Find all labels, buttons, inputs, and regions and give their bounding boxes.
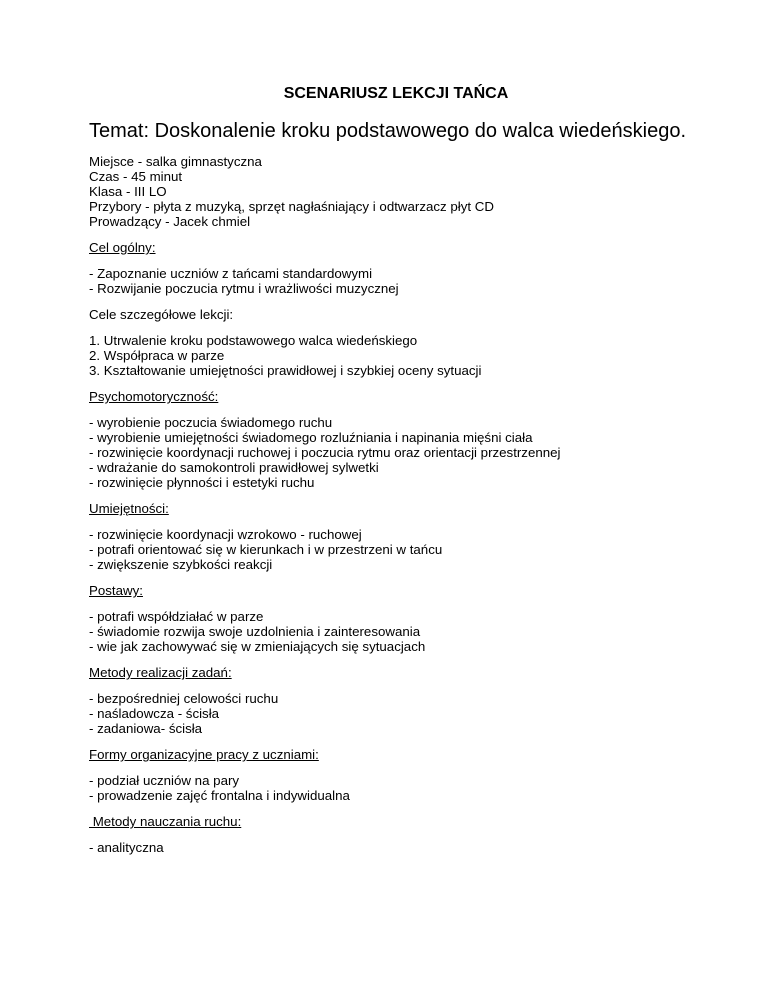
list-item: - wdrażanie do samokontroli prawidłowej sylwetki bbox=[89, 460, 379, 475]
list-item: - wyrobienie umiejętności świadomego rozluźniania i napinania mięśni ciała bbox=[89, 430, 533, 445]
info-line: Przybory - płyta z muzyką, sprzęt nagłaśniający i odtwarzacz płyt CD bbox=[89, 199, 494, 214]
info-line: Miejsce - salka gimnastyczna bbox=[89, 154, 262, 169]
list-item: - bezpośredniej celowości ruchu bbox=[89, 691, 279, 706]
list-item: 2. Współpraca w parze bbox=[89, 348, 225, 363]
lesson-info bbox=[89, 154, 749, 229]
list-item: - rozwinięcie płynności i estetyki ruchu bbox=[89, 475, 315, 490]
section-attitudes bbox=[89, 583, 749, 654]
list-item: - analityczna bbox=[89, 840, 164, 855]
list-item: - zwiększenie szybkości reakcji bbox=[89, 557, 273, 572]
document-title: SCENARIUSZ LEKCJI TAŃCA bbox=[283, 85, 509, 102]
list-item: - prowadzenie zajęć frontalna i indywidualna bbox=[89, 788, 350, 803]
info-line: Prowadzący - Jacek chmiel bbox=[89, 214, 251, 229]
info-line: Czas - 45 minut bbox=[89, 169, 183, 184]
list-item: - wyrobienie poczucia świadomego ruchu bbox=[89, 415, 333, 430]
list-item: - zadaniowa- ścisła bbox=[89, 721, 203, 736]
list-item: 3. Kształtowanie umiejętności prawidłowej i szybkiej oceny sytuacji bbox=[89, 363, 482, 378]
section-psychomotor bbox=[89, 389, 749, 490]
list-item: - potrafi współdziałać w parze bbox=[89, 609, 264, 624]
section-heading: Metody realizacji zadań: bbox=[89, 665, 232, 680]
section-general-goal bbox=[89, 240, 749, 296]
info-line: Klasa - III LO bbox=[89, 184, 167, 199]
lesson-subject: Temat: Doskonalenie kroku podstawowego do walca wiedeńskiego. bbox=[89, 120, 687, 142]
section-organization-forms bbox=[89, 747, 749, 803]
section-heading: Metody nauczania ruchu: bbox=[89, 814, 242, 829]
section-heading: Cele szczegółowe lekcji: bbox=[89, 307, 234, 322]
section-teaching-methods bbox=[89, 814, 749, 855]
list-item: - Zapoznanie uczniów z tańcami standardowymi bbox=[89, 266, 373, 281]
list-item: - potrafi orientować się w kierunkach i w przestrzeni w tańcu bbox=[89, 542, 443, 557]
list-item: 1. Utrwalenie kroku podstawowego walca wiedeńskiego bbox=[89, 333, 418, 348]
list-item: - naśladowcza - ścisła bbox=[89, 706, 220, 721]
list-item: - świadomie rozwija swoje uzdolnienia i zainteresowania bbox=[89, 624, 421, 639]
section-heading: Cel ogólny: bbox=[89, 240, 156, 255]
list-item: - rozwinięcie koordynacji ruchowej i poczucia rytmu oraz orientacji przestrzennej bbox=[89, 445, 561, 460]
section-task-methods bbox=[89, 665, 749, 736]
section-heading: Postawy: bbox=[89, 583, 143, 598]
section-detailed-goals bbox=[89, 307, 749, 378]
list-item: - Rozwijanie poczucia rytmu i wrażliwości muzycznej bbox=[89, 281, 399, 296]
section-skills bbox=[89, 501, 749, 572]
section-heading: Umiejętności: bbox=[89, 501, 169, 516]
section-heading: Formy organizacyjne pracy z uczniami: bbox=[89, 747, 319, 762]
list-item: - podział uczniów na pary bbox=[89, 773, 240, 788]
list-item: - wie jak zachowywać się w zmieniających się sytuacjach bbox=[89, 639, 426, 654]
list-item: - rozwinięcie koordynacji wzrokowo - ruchowej bbox=[89, 527, 362, 542]
document-body bbox=[89, 154, 749, 855]
section-heading: Psychomotoryczność: bbox=[89, 389, 219, 404]
